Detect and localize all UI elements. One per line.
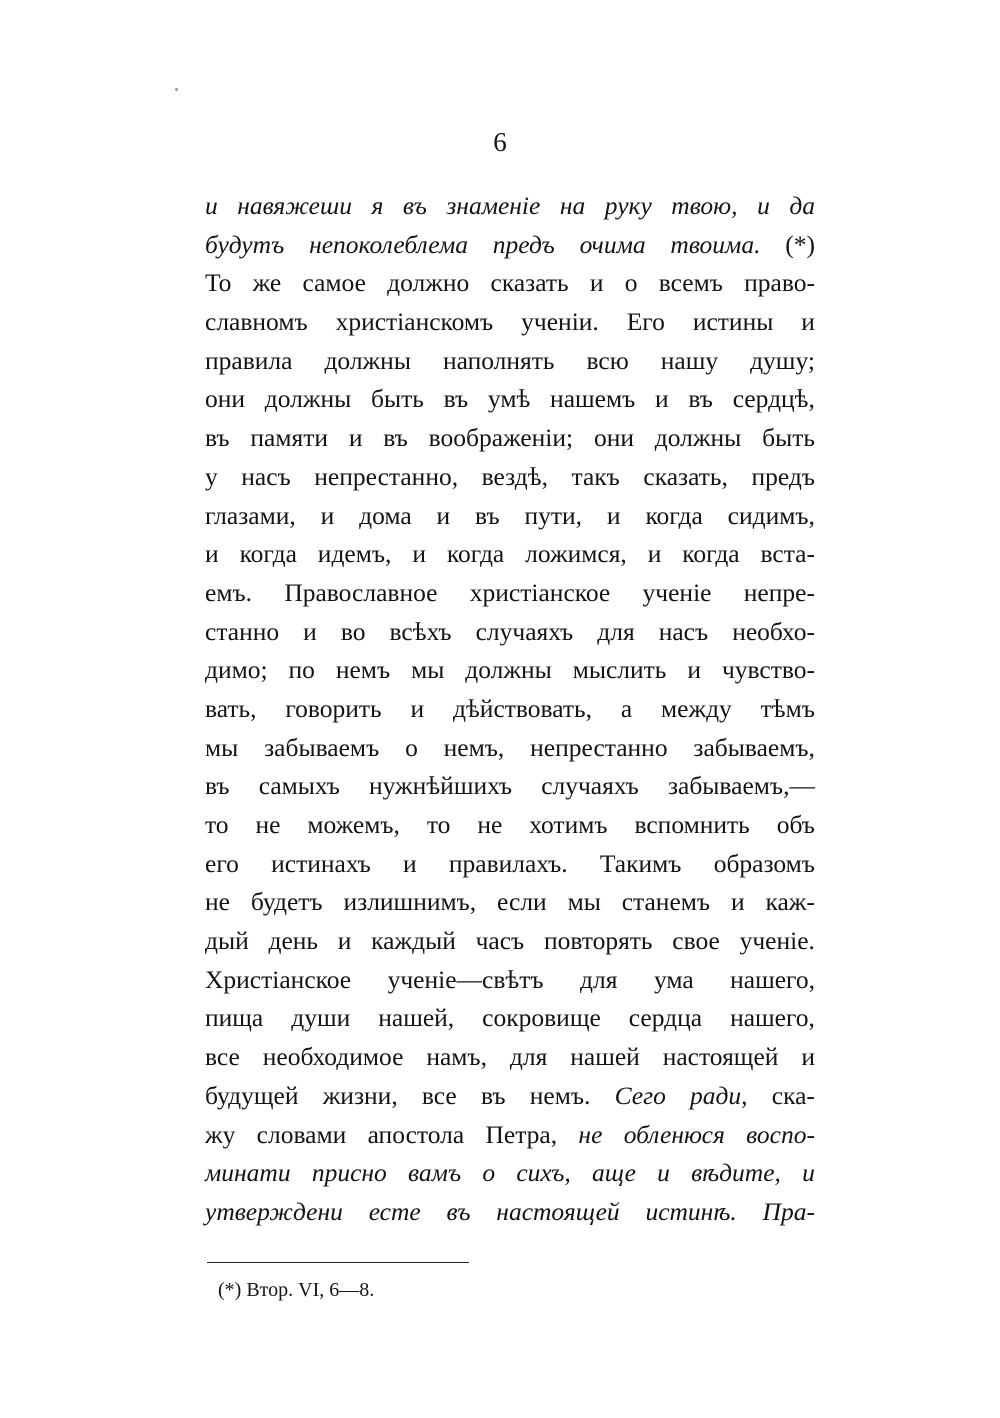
word: обленюся xyxy=(623,1119,725,1149)
word: и xyxy=(412,539,426,569)
word: знаменіе xyxy=(446,191,541,220)
word: христіанское xyxy=(469,577,611,607)
text-line xyxy=(205,226,815,265)
word: немъ, xyxy=(443,732,505,762)
text-line xyxy=(205,690,815,729)
word: Такимъ xyxy=(599,848,682,878)
word: непрестанно xyxy=(530,732,668,762)
word: непоколеблема xyxy=(309,229,468,259)
text-line xyxy=(205,303,815,342)
word: у xyxy=(205,461,218,491)
word: идемъ, xyxy=(317,539,392,569)
word: когда xyxy=(446,539,505,569)
word: руку xyxy=(604,191,652,220)
word: они xyxy=(205,384,246,414)
word: сказать, xyxy=(643,461,728,491)
text-line xyxy=(205,806,815,845)
word: во xyxy=(340,616,366,646)
word: должны xyxy=(654,423,742,453)
word: предъ xyxy=(751,461,815,491)
word: необходимое xyxy=(262,1042,404,1072)
word: жу xyxy=(205,1119,236,1149)
text-line xyxy=(205,883,815,922)
word: станно xyxy=(205,616,280,646)
word: быть xyxy=(762,423,815,453)
word: день xyxy=(268,926,319,956)
word: и xyxy=(802,1158,815,1188)
word: умѣ xyxy=(487,384,531,414)
word: чувство- xyxy=(721,655,815,685)
word: ложимся, xyxy=(525,539,627,569)
word: говорить xyxy=(285,693,382,723)
word: емъ. xyxy=(205,577,253,607)
word: минати xyxy=(205,1158,291,1188)
word: твоима. xyxy=(670,229,761,259)
word: хотимъ xyxy=(529,810,608,839)
word: словами xyxy=(256,1119,347,1149)
word: ученіе xyxy=(642,577,712,607)
text-line xyxy=(205,729,815,768)
word: истинѣ. xyxy=(645,1196,737,1226)
word: будутъ xyxy=(205,229,285,259)
word: каждый xyxy=(371,926,456,956)
text-line xyxy=(205,767,815,806)
word: забываемъ, xyxy=(693,732,815,762)
word: аще xyxy=(591,1158,636,1188)
word: То xyxy=(205,268,232,298)
word: и xyxy=(410,693,425,723)
word: забываемъ,— xyxy=(667,771,815,801)
word: дѣйствовать, xyxy=(452,693,593,723)
text-line xyxy=(205,187,815,226)
word: въ xyxy=(443,384,469,414)
word: а xyxy=(620,693,633,723)
footnote-rule xyxy=(207,1262,469,1263)
word: истины xyxy=(692,307,774,337)
word: нашей, xyxy=(378,1003,455,1033)
word: самыхъ xyxy=(258,771,340,801)
word: Православное xyxy=(284,577,438,607)
word: и xyxy=(303,616,317,646)
word: о xyxy=(405,732,418,762)
word: настоящей xyxy=(662,1042,779,1072)
word: душу; xyxy=(750,345,815,375)
word: не xyxy=(477,810,503,839)
word: мы xyxy=(205,732,239,762)
word: воспо- xyxy=(746,1119,815,1149)
word: и xyxy=(801,307,815,337)
word: вспомнить xyxy=(634,810,750,839)
scan-speck xyxy=(175,88,178,91)
word: христіанскомъ xyxy=(335,307,494,337)
word: станемъ xyxy=(621,887,711,917)
text-line xyxy=(205,613,815,652)
page-number: 6 xyxy=(493,127,507,157)
word: глазами, xyxy=(205,500,296,530)
word: души xyxy=(291,1003,351,1033)
word: и xyxy=(205,539,219,569)
word: вездѣ, xyxy=(481,461,548,491)
word: предъ xyxy=(492,229,555,259)
word: Петра, xyxy=(485,1119,558,1149)
word: Сего xyxy=(614,1080,666,1110)
word: нашей xyxy=(570,1042,640,1072)
word: такъ xyxy=(571,461,620,491)
word: и xyxy=(205,191,218,220)
word: и xyxy=(687,655,702,685)
word: славномъ xyxy=(205,307,308,337)
word: повторять xyxy=(543,926,653,956)
word: быть xyxy=(371,384,424,414)
word: сихъ, xyxy=(516,1158,571,1188)
word: все xyxy=(421,1080,457,1110)
word: ученіе—свѣтъ xyxy=(387,964,544,994)
word: случаяхъ xyxy=(541,771,639,801)
word: и xyxy=(801,1042,815,1072)
word: пища xyxy=(205,1003,264,1033)
word: Его xyxy=(626,307,665,337)
word: немъ xyxy=(335,655,391,685)
text-line xyxy=(205,1038,815,1077)
word: дома xyxy=(359,500,412,530)
text-line xyxy=(205,574,815,613)
word: мы xyxy=(567,887,601,917)
word: по xyxy=(288,655,315,685)
word: о xyxy=(624,268,638,298)
word: очима xyxy=(579,229,646,259)
word: случаяхъ xyxy=(475,616,574,646)
word: есте xyxy=(368,1196,421,1226)
word: то xyxy=(205,810,229,839)
word: для xyxy=(509,1042,548,1072)
text-line xyxy=(205,1193,815,1232)
word: то xyxy=(426,810,451,839)
word: самое xyxy=(302,268,366,298)
word: забываемъ xyxy=(264,732,380,762)
word: навяжеши xyxy=(237,191,352,220)
word: всю xyxy=(586,345,629,375)
word: часъ xyxy=(475,926,525,956)
word: будетъ xyxy=(250,887,323,917)
word: все xyxy=(205,1042,240,1072)
word: и xyxy=(757,191,770,220)
text-line xyxy=(205,1116,815,1155)
word: образомъ xyxy=(713,848,815,878)
text-line xyxy=(205,651,815,690)
word: воображеніи; xyxy=(428,423,574,453)
word: въ xyxy=(205,423,230,453)
text-line xyxy=(205,535,815,574)
word: сказать xyxy=(490,268,569,298)
text-line xyxy=(205,264,815,303)
word: должны xyxy=(324,345,411,375)
word: въ xyxy=(205,771,230,801)
text-line xyxy=(205,342,815,381)
word: когда xyxy=(682,539,740,569)
word: тѣмъ xyxy=(760,693,815,723)
text-line xyxy=(205,1077,815,1116)
word: всемъ xyxy=(658,268,723,298)
word: на xyxy=(559,191,586,220)
text-line xyxy=(205,999,815,1038)
word: и xyxy=(647,539,662,569)
word: ска- xyxy=(771,1080,815,1110)
word: вста- xyxy=(760,539,815,569)
text-line xyxy=(205,1154,815,1193)
word: всѣхъ xyxy=(389,616,452,646)
word: мы xyxy=(411,655,445,685)
word: (*) xyxy=(785,229,815,259)
word: въ xyxy=(402,191,427,220)
word: ради, xyxy=(690,1080,748,1110)
text-line xyxy=(205,419,815,458)
word: непре- xyxy=(743,577,815,607)
word: они xyxy=(593,423,634,453)
word: дый xyxy=(205,926,249,956)
word: о xyxy=(482,1158,496,1188)
word: нужнѣйшихъ xyxy=(369,771,513,801)
word: нашего, xyxy=(730,964,815,994)
word: право- xyxy=(744,268,815,298)
word: насъ xyxy=(658,616,709,646)
word: въ xyxy=(688,384,713,414)
word: сердца xyxy=(628,1003,703,1033)
word: вамъ xyxy=(408,1158,462,1188)
word: когда xyxy=(645,500,703,530)
word: пути, xyxy=(524,500,583,530)
word: насъ xyxy=(241,461,291,491)
word: когда xyxy=(239,539,297,569)
word: не xyxy=(255,810,281,839)
word: должно xyxy=(387,268,470,298)
text-line xyxy=(205,922,815,961)
word: сердцѣ, xyxy=(732,384,815,414)
word: его xyxy=(205,848,239,878)
word: если xyxy=(497,887,547,917)
word: истинахъ xyxy=(271,848,371,878)
word: нашего, xyxy=(730,1003,815,1033)
word: и xyxy=(348,423,363,453)
word: утверждени xyxy=(205,1196,343,1226)
word: въ xyxy=(446,1196,471,1226)
footnote: (*) Втор. VI, 6—8. xyxy=(218,1279,375,1301)
word: и xyxy=(606,500,621,530)
word: и xyxy=(337,926,352,956)
word: Пра- xyxy=(762,1196,815,1226)
word: мыслить xyxy=(572,655,667,685)
word: ума xyxy=(653,964,694,994)
word: намъ, xyxy=(426,1042,487,1072)
text-line xyxy=(205,961,815,1000)
word: вѣдите, xyxy=(691,1158,781,1188)
text-line xyxy=(205,458,815,497)
word: объ xyxy=(776,810,815,839)
word: не xyxy=(205,887,230,917)
word: сокровище xyxy=(482,1003,601,1033)
word: и xyxy=(589,268,604,298)
word: и xyxy=(320,500,335,530)
word: должны xyxy=(465,655,552,685)
word: наполнять xyxy=(442,345,555,375)
word: нашемъ xyxy=(550,384,636,414)
word: излишнимъ, xyxy=(343,887,477,917)
word: присно xyxy=(311,1158,387,1188)
word: памяти xyxy=(250,423,329,453)
word: я xyxy=(371,191,384,220)
word: димо; xyxy=(205,655,268,685)
word: можемъ, xyxy=(307,810,400,839)
word: настоящей xyxy=(496,1196,620,1226)
word: будущей xyxy=(205,1080,299,1110)
word: необхо- xyxy=(732,616,815,646)
word: да xyxy=(789,191,815,220)
word: для xyxy=(580,964,618,994)
word: непрестанно, xyxy=(314,461,459,491)
word: же xyxy=(252,268,282,298)
word: въ xyxy=(475,500,500,530)
text-line xyxy=(205,380,815,419)
word: правила xyxy=(205,345,293,375)
word: между xyxy=(661,693,732,723)
text-line xyxy=(205,845,815,884)
word: свое xyxy=(672,926,720,956)
word: и xyxy=(730,887,745,917)
word: не xyxy=(578,1119,603,1149)
word: вать, xyxy=(205,693,257,723)
word: должны xyxy=(264,384,352,414)
word: въ xyxy=(383,423,408,453)
word: ученіе. xyxy=(739,926,815,956)
word: правилахъ. xyxy=(448,848,568,878)
word: апостола xyxy=(367,1119,465,1149)
word: въ xyxy=(480,1080,506,1110)
word: и xyxy=(436,500,451,530)
word: нашу xyxy=(660,345,719,375)
body-text xyxy=(205,187,815,1232)
word: и xyxy=(655,384,669,414)
word: жизни, xyxy=(322,1080,398,1110)
word: каж- xyxy=(765,887,815,917)
word: твою, xyxy=(671,191,738,220)
word: и xyxy=(403,848,417,878)
word: сидимъ, xyxy=(727,500,815,530)
word: немъ. xyxy=(529,1080,591,1110)
text-line xyxy=(205,497,815,536)
word: для xyxy=(597,616,635,646)
word: и xyxy=(657,1158,670,1188)
word: ученіи. xyxy=(521,307,599,337)
word: Христіанское xyxy=(205,964,352,994)
